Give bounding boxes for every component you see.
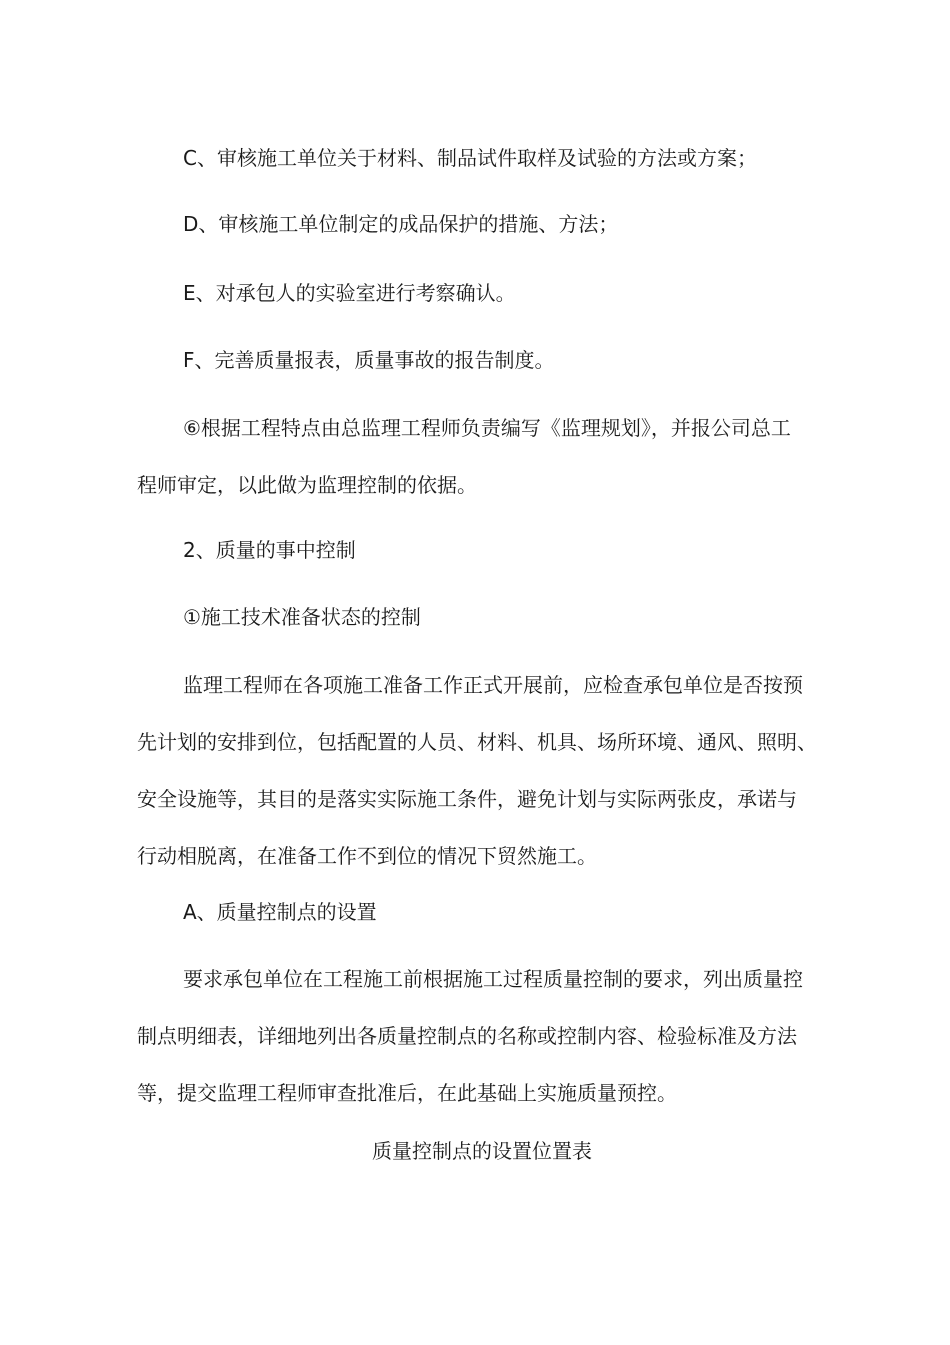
- item-c: [183, 142, 873, 175]
- paragraph-line: 安全设施等，其目的是落实实际施工条件，避免计划与实际两张皮，承诺与: [137, 787, 797, 811]
- item-e-text: E、对承包人的实验室进行考察确认。: [183, 281, 516, 305]
- paragraph-line: 行动相脱离，在准备工作不到位的情况下贸然施工。: [137, 844, 597, 868]
- item-c-text: C、审核施工单位关于材料、制品试件取样及试验的方法或方案；: [183, 146, 757, 170]
- subsection-heading-text: ①施工技术准备状态的控制: [183, 605, 421, 629]
- item-d-text: D、审核施工单位制定的成品保护的措施、方法；: [183, 212, 619, 236]
- paragraph-line: 等，提交监理工程师审查批准后，在此基础上实施质量预控。: [137, 1081, 677, 1105]
- paragraph-line: 先计划的安排到位，包括配置的人员、材料、机具、场所环境、通风、照明、: [137, 730, 817, 754]
- subsection-a-heading: [183, 896, 873, 929]
- paragraph-line: 监理工程师在各项施工准备工作正式开展前，应检查承包单位是否按预: [183, 673, 803, 697]
- item-f-text: F、完善质量报表，质量事故的报告制度。: [183, 348, 555, 372]
- table-title: 质量控制点的设置位置表: [372, 1139, 592, 1163]
- subsection-heading: [183, 601, 873, 634]
- section-heading-text: 2、质量的事中控制: [183, 538, 356, 562]
- item-f: [183, 344, 873, 377]
- paragraph-line: ⑥根据工程特点由总监理工程师负责编写《监理规划》，并报公司总工: [183, 416, 791, 440]
- item-d: [183, 208, 873, 241]
- subsection-a-heading-text: A、质量控制点的设置: [183, 900, 377, 924]
- paragraph-line: 制点明细表，详细地列出各质量控制点的名称或控制内容、检验标准及方法: [137, 1024, 797, 1048]
- section-heading: [183, 534, 873, 567]
- paragraph-preparation: [137, 669, 827, 873]
- paragraph-planning: [137, 412, 827, 502]
- paragraph-requirement: [137, 963, 827, 1110]
- paragraph-line: 程师审定，以此做为监理控制的依据。: [137, 473, 477, 497]
- paragraph-line: 要求承包单位在工程施工前根据施工过程质量控制的要求，列出质量控: [183, 967, 803, 991]
- item-e: [183, 277, 873, 310]
